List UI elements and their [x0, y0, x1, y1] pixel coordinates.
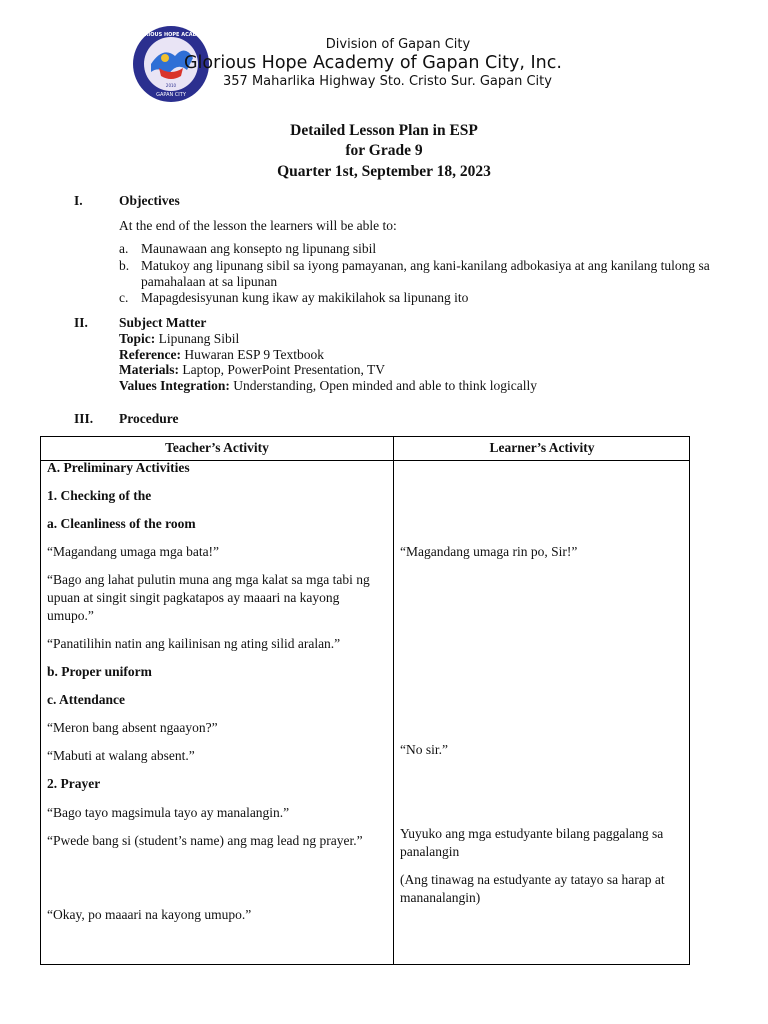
objective-text: Matukoy ang lipunang sibil sa iyong pamayanan, ang kani-kanilang adbokasiya at ang kanilang tulong sa pamahalaan at sa lipunan: [141, 258, 710, 289]
topic-label: Topic:: [119, 331, 156, 346]
section-heading-objectives: Objectives: [119, 193, 180, 208]
document-quarter-date: Quarter 1st, September 18, 2023: [277, 163, 491, 180]
column-header-learner: Learner’s Activity: [489, 440, 595, 455]
materials-label: Materials:: [119, 362, 179, 377]
column-header-teacher: Teacher’s Activity: [165, 440, 269, 455]
table-column-divider: [393, 437, 394, 964]
reference-value: Huwaran ESP 9 Textbook: [184, 347, 325, 362]
section-heading-procedure: Procedure: [119, 411, 179, 426]
objective-item: [119, 241, 729, 257]
document-title: Detailed Lesson Plan in ESP: [290, 122, 478, 139]
document-grade: for Grade 9: [345, 142, 423, 159]
teacher-greeting: “Magandang umaga mga bata!”: [47, 544, 220, 559]
school-name: Glorious Hope Academy of Gapan City, Inc.: [184, 53, 562, 73]
teacher-checking: 1. Checking of the: [47, 488, 152, 503]
objective-text: Maunawaan ang konsepto ng lipunang sibil: [141, 241, 377, 256]
values-label: Values Integration:: [119, 378, 230, 393]
teacher-maintain: “Panatilihin natin ang kailinisan ng ating silid aralan.”: [47, 636, 341, 651]
section-number-procedure: III.: [74, 411, 94, 426]
section-number-objectives: I.: [74, 193, 83, 208]
teacher-no-absent: “Mabuti at walang absent.”: [47, 748, 195, 763]
section-heading-subject: Subject Matter: [119, 315, 207, 330]
topic-value: Lipunang Sibil: [158, 331, 240, 346]
objective-item: [119, 290, 729, 306]
objective-letter: c.: [119, 290, 129, 305]
division-name: Division of Gapan City: [325, 37, 471, 52]
subject-values: [119, 378, 537, 394]
school-address: 357 Maharlika Highway Sto. Cristo Sur. Gapan City: [223, 74, 552, 89]
teacher-preliminary: A. Preliminary Activities: [47, 460, 190, 475]
learner-stand: (Ang tinawag na estudyante ay tatayo sa harap at mananalangin): [400, 872, 665, 905]
logo-text-bottom: GAPAN CITY: [156, 92, 186, 98]
teacher-prayer: 2. Prayer: [47, 776, 101, 791]
objective-item: [119, 258, 729, 290]
subject-materials: [119, 362, 385, 378]
subject-topic: [119, 331, 239, 347]
teacher-pickup: “Bago ang lahat pulutin muna ang mga kalat sa mga tabi ng upuan at singit singit pagkatapos ay maaari na kayong umupo.”: [47, 572, 370, 623]
reference-label: Reference:: [119, 347, 181, 362]
objective-letter: a.: [119, 241, 129, 256]
logo-text-top: GLORIOUS HOPE ACADEMY: [133, 32, 209, 38]
objectives-intro: At the end of the lesson the learners will be able to:: [119, 218, 397, 233]
values-value: Understanding, Open minded and able to think logically: [233, 378, 537, 393]
procedure-table: [40, 436, 690, 965]
learner-no-sir: “No sir.”: [400, 742, 448, 757]
learner-bow: Yuyuko ang mga estudyante bilang paggalang sa panalangin: [400, 826, 664, 859]
teacher-cleanliness: a. Cleanliness of the room: [47, 516, 196, 531]
teacher-sit-down: “Okay, po maaari na kayong umupo.”: [47, 907, 252, 922]
materials-value: Laptop, PowerPoint Presentation, TV: [182, 362, 385, 377]
teacher-uniform: b. Proper uniform: [47, 664, 152, 679]
teacher-attendance: c. Attendance: [47, 692, 125, 707]
objective-letter: b.: [119, 258, 130, 273]
teacher-pray-first: “Bago tayo magsimula tayo ay manalangin.”: [47, 805, 290, 820]
teacher-absent-question: “Meron bang absent ngaayon?”: [47, 720, 218, 735]
section-number-subject: II.: [74, 315, 88, 330]
objective-text: Mapagdesisyunan kung ikaw ay makikilahok sa lipunang ito: [141, 290, 469, 305]
teacher-lead-prayer: “Pwede bang si (student’s name) ang mag lead ng prayer.”: [47, 833, 363, 848]
logo-year: 2010: [165, 83, 177, 88]
subject-reference: [119, 347, 324, 363]
learner-greeting-reply: “Magandang umaga rin po, Sir!”: [400, 544, 578, 559]
